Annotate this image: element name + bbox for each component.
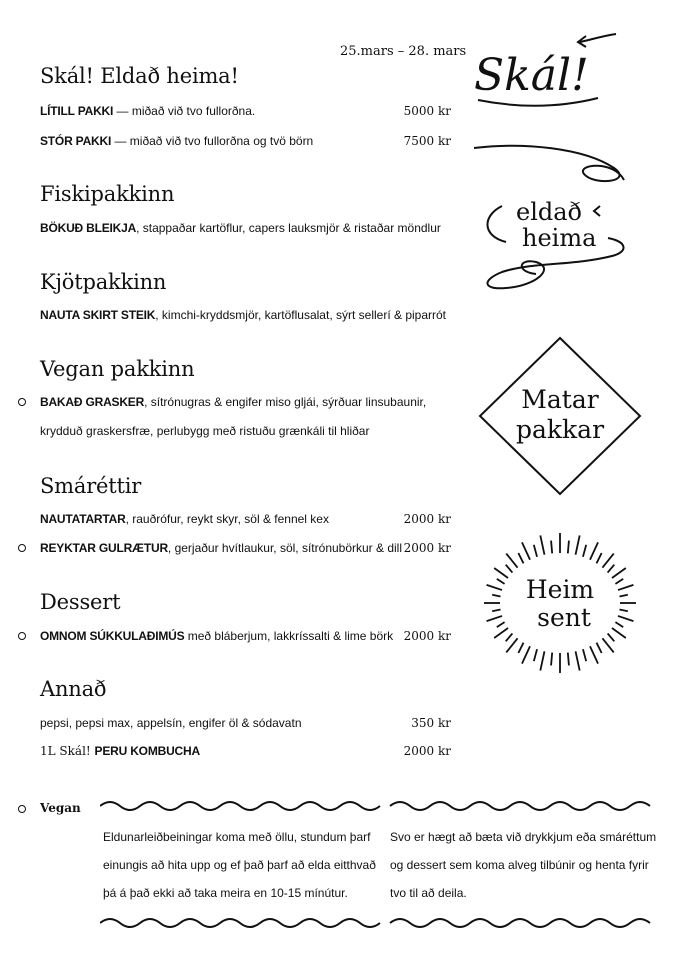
wave-divider-bottom	[100, 915, 660, 931]
vegan-marker-icon	[18, 544, 26, 552]
pakkar-text: pakkar	[515, 415, 605, 444]
sunburst-ray	[583, 649, 586, 661]
sunburst-ray	[583, 545, 586, 557]
vegan-legend-icon	[18, 805, 26, 813]
item-price: 2000 kr	[403, 744, 451, 758]
menu-item: 1L Skál! PERU KOMBUCHA	[40, 744, 200, 758]
vegan-marker-icon	[18, 398, 26, 406]
sunburst-ray	[534, 649, 537, 661]
sunburst-ray	[618, 616, 633, 621]
extras-note: Svo er hægt að bæta við drykkjum eða smáréttum og dessert sem koma alveg tilbúnir og henta fyrir tvo til að deila.	[390, 830, 657, 900]
sunburst-ray	[492, 610, 500, 612]
section-title-dessert: Dessert	[40, 590, 121, 614]
sent-text: sent	[537, 603, 591, 632]
sunburst-ray	[522, 646, 530, 663]
sunburst-ray	[534, 545, 537, 557]
sunburst-ray	[540, 535, 544, 554]
wave-divider-top	[100, 798, 660, 814]
menu-item: BÖKUÐ BLEIKJA, stappaðar kartöflur, capers lauksmjör & ristaðar möndlur	[40, 221, 441, 235]
menu-item: REYKTAR GULRÆTUR, gerjaður hvítlaukur, söl, sítrónubörkur & dill	[40, 541, 403, 555]
menu-item: BAKAÐ GRASKER, sítrónugras & engifer miso gljái, sýrðuar linsubaunir,	[40, 395, 427, 409]
sunburst-ray	[612, 568, 626, 578]
sunburst-ray	[487, 585, 502, 590]
sunburst-ray	[576, 651, 580, 670]
vegan-marker-icon	[18, 632, 26, 640]
sunburst-ray	[608, 633, 615, 641]
menu-item-continued: krydduð graskersfræ, perlubygg með ristuðu grænkáli til hliðar	[40, 424, 370, 438]
sunburst-ray	[551, 541, 552, 554]
sunburst-ray	[506, 638, 517, 652]
sunburst-ray	[597, 643, 602, 653]
sunburst-ray	[568, 541, 569, 554]
menu-item: OMNOM SÚKKULAÐIMÚS með bláberjum, lakkríssalti & lime börk	[40, 629, 394, 643]
sunburst-ray	[597, 553, 602, 563]
heim-text: Heim	[525, 575, 595, 604]
section-title-fish: Fiskipakkinn	[40, 182, 175, 206]
sunburst-ray	[494, 568, 508, 578]
eldad-heima-logo	[472, 138, 652, 298]
sunburst-ray	[615, 579, 623, 584]
item-price: 2000 kr	[403, 541, 451, 555]
sunburst-ray	[506, 565, 513, 573]
skal-logo	[468, 28, 648, 118]
matar-text: Matar	[521, 385, 599, 414]
sunburst-ray	[619, 595, 627, 597]
sunburst-ray	[602, 554, 613, 568]
menu-item: pepsi, pepsi max, appelsín, engifer öl & sódavatn	[40, 716, 302, 730]
eldad-text: eldað	[516, 198, 582, 226]
item-price: 2000 kr	[403, 512, 451, 526]
sunburst-ray	[506, 633, 513, 641]
sunburst-ray	[492, 595, 500, 597]
sunburst-ray	[518, 643, 523, 653]
sunburst-ray	[608, 565, 615, 573]
sunburst-ray	[540, 651, 544, 670]
sunburst-ray	[518, 553, 523, 563]
sunburst-ray	[522, 542, 530, 559]
section-title-meat: Kjötpakkinn	[40, 270, 167, 294]
sunburst-ray	[487, 616, 502, 621]
sunburst-ray	[615, 622, 623, 627]
heima-text: heima	[522, 224, 597, 252]
item-price: 350 kr	[411, 716, 451, 730]
sunburst-ray	[612, 628, 626, 638]
sunburst-ray	[590, 542, 598, 559]
item-price: 2000 kr	[403, 629, 451, 643]
sunburst-ray	[576, 535, 580, 554]
sunburst-ray	[494, 628, 508, 638]
sunburst-ray	[506, 554, 517, 568]
matar-pakkar-logo	[476, 336, 644, 496]
vegan-legend-label: Vegan	[40, 801, 81, 815]
section-title-small-dishes: Smáréttir	[40, 474, 142, 498]
date-range: 25.mars – 28. mars	[340, 44, 467, 59]
sunburst-ray	[590, 646, 598, 663]
sunburst-ray	[619, 610, 627, 612]
item-price: 5000 kr	[403, 104, 451, 118]
item-price: 7500 kr	[403, 134, 451, 148]
menu-item: NAUTA SKIRT STEIK, kimchi-kryddsmjör, kartöflusalat, sýrt sellerí & piparrót	[40, 308, 447, 322]
section-title-other: Annað	[40, 677, 107, 701]
skal-logo-text: Skál!	[474, 50, 589, 101]
sunburst-ray	[602, 638, 613, 652]
menu-item: STÓR PAKKI — miðað við tvo fullorðna og tvö börn	[40, 134, 314, 148]
section-title-skal: Skál! Eldað heima!	[40, 64, 239, 88]
menu-item: LÍTILL PAKKI — miðað við tvo fullorðna.	[40, 104, 256, 118]
sunburst-ray	[497, 579, 505, 584]
sunburst-ray	[551, 653, 552, 666]
heimsent-logo	[480, 528, 640, 678]
cooking-instructions-note: Eldunarleiðbeiningar koma með öllu, stundum þarf einungis að hita upp og ef það þarf að elda eitthvað þá á það ekki að taka meira en 10-15 mínútur.	[103, 830, 376, 900]
menu-item: NAUTATARTAR, rauðrófur, reykt skyr, söl & fennel kex	[40, 512, 329, 526]
sunburst-ray	[568, 653, 569, 666]
section-title-vegan: Vegan pakkinn	[40, 357, 195, 381]
sunburst-ray	[497, 622, 505, 627]
sunburst-ray	[618, 585, 633, 590]
